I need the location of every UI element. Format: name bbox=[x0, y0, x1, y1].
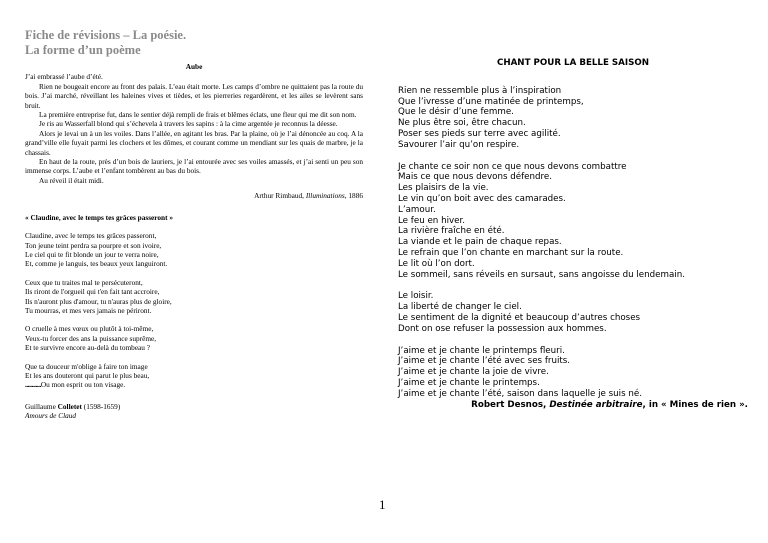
chant-author bbox=[398, 400, 748, 411]
header-subtitle: La forme d’un poème bbox=[25, 42, 141, 57]
signature-author bbox=[25, 402, 363, 411]
verse-line: J’aime et je chante l’été, saison dans laquelle je suis né. bbox=[398, 388, 642, 399]
verse-line: Ils n'auront plus d'amour, tu n'auras plus de gloire, bbox=[25, 296, 172, 306]
claudine-title: « Claudine, avec le temps tes grâces passeront » bbox=[25, 212, 174, 222]
aube-paragraph: Au réveil il était midi. bbox=[39, 175, 104, 185]
aube-credit-year: , 1886 bbox=[344, 191, 363, 201]
verse-line: Ne plus être soi, être chacun. bbox=[398, 118, 526, 129]
verse-line: Et les ans douteront qui parut le plus beau, bbox=[25, 370, 150, 380]
verse-line: Veux-tu forcer des ans la puissance suprême, bbox=[25, 333, 157, 343]
verse-line: L’amour. bbox=[398, 204, 436, 215]
left-column bbox=[25, 62, 363, 421]
verse-line: La viande et le pain de chaque repas. bbox=[398, 237, 562, 248]
author-dates: (1598-1659) bbox=[81, 401, 121, 411]
chant-title: CHANT POUR LA BELLE SAISON bbox=[496, 58, 650, 68]
verse-line: Ceux que tu traites mal te persécuteront, bbox=[25, 277, 143, 287]
verse-line: Mais ce que nous devons défendre. bbox=[398, 172, 553, 183]
verse-line: La liberté de changer le ciel. bbox=[398, 302, 522, 313]
verse-line: Et te survivre encore au-delà du tombeau ? bbox=[25, 343, 151, 353]
aube-paragraph: Rien ne bougeait encore au front des palais. L’eau était morte. Les camps d’ombre ne quittaient pas la route du bois. J’ai marché, réveillant les haleines vives et tièdes, et les pierreries regardèrent, et les ailes se levèrent sans bruit. bbox=[25, 81, 363, 110]
header-title: Fiche de révisions – La poésie. bbox=[25, 28, 187, 42]
verse-line: J’aime et je chante le printemps. bbox=[398, 377, 540, 388]
chant-stanza-1 bbox=[398, 86, 748, 151]
claudine-signature bbox=[25, 402, 363, 421]
verse-line: O cruelle à mes vœux ou plutôt à toi-même, bbox=[25, 324, 154, 334]
verse-line: Ton jeune teint perdra sa pourpre et son ivoire, bbox=[25, 240, 162, 250]
chant-stanza-4 bbox=[398, 346, 748, 400]
chant-stanza-3 bbox=[398, 291, 748, 334]
claudine-stanza-1 bbox=[25, 231, 363, 269]
verse-line: Ils riront de l'orgueil qui t'en fait tant accroire, bbox=[25, 287, 160, 297]
verse-line: Dont on ose refuser la possession aux hommes. bbox=[398, 323, 607, 334]
blank-dots: ............ bbox=[25, 380, 41, 390]
chant-stanza-2 bbox=[398, 162, 748, 281]
claudine-stanza-3 bbox=[25, 324, 363, 352]
chant-author-name: Robert Desnos, bbox=[471, 399, 550, 410]
verse-line: Et, comme je languis, tes beaux yeux languiront. bbox=[25, 259, 168, 269]
author-first-name: Guillaume bbox=[25, 401, 58, 411]
verse-line-final bbox=[25, 380, 363, 389]
verse-line: Que ta douceur m'oblige à faire ton image bbox=[25, 361, 148, 371]
page-header bbox=[25, 28, 186, 57]
verse-line: Le feu en hiver. bbox=[398, 215, 466, 226]
aube-title: Aube bbox=[185, 62, 203, 71]
verse-line: J’aime et je chante la joie de vivre. bbox=[398, 367, 549, 378]
right-column bbox=[398, 58, 748, 410]
aube-paragraph: La première entreprise fut, dans le sentier déjà rempli de frais et blêmes éclats, une fleur qui me dit son nom. bbox=[39, 110, 357, 120]
verse-line: J’aime et je chante le printemps fleuri. bbox=[398, 345, 565, 356]
claudine-stanza-4 bbox=[25, 362, 363, 390]
aube-paragraph: Alors je levai un à un les voiles. Dans l’allée, en agitant les bras. Par la plaine, où je l’ai dénoncée au coq. A la grand’ville elle fuyait parmi les clochers et les dômes, et courant comme un mendiant sur les quais de marbre, je la chassais. bbox=[25, 128, 363, 157]
verse-line: Le lit où l’on dort. bbox=[398, 258, 475, 269]
chant-author-work: Destinée arbitraire bbox=[549, 399, 643, 410]
chant-author-source: , in « Mines de rien ». bbox=[642, 399, 748, 410]
verse-line-end: Ou mon esprit ou ton visage. bbox=[40, 380, 126, 390]
aube-credit-work: Illuminations bbox=[305, 191, 345, 201]
claudine-stanza-2 bbox=[25, 278, 363, 316]
verse-line: Tu mourras, et mes vers jamais ne périront. bbox=[25, 305, 152, 315]
page-number: 1 bbox=[379, 497, 386, 512]
aube-text bbox=[25, 72, 363, 185]
verse-line: Poser ses pieds sur terre avec agilité. bbox=[398, 128, 561, 139]
verse-line: Que l’ivresse d’une matinée de printemps, bbox=[398, 96, 584, 107]
aube-paragraph: En haut de la route, près d’un bois de lauriers, je l’ai entourée avec ses voiles amassés, et j’ai senti un peu son immense corps. L’aube et l’enfant tombèrent au bas du bois. bbox=[25, 157, 363, 176]
verse-line: J’aime et je chante l’été avec ses fruits. bbox=[398, 356, 571, 367]
verse-line: Savourer l’air qu’on respire. bbox=[398, 139, 520, 150]
verse-line: La rivière fraîche en été. bbox=[398, 226, 505, 237]
verse-line: Rien ne ressemble plus à l’inspiration bbox=[398, 85, 562, 96]
aube-credit bbox=[25, 191, 363, 200]
verse-line: Le ciel qui te fit blonde un jour te verra noire, bbox=[25, 249, 159, 259]
verse-line: Claudine, avec le temps tes grâces passeront, bbox=[25, 231, 157, 241]
verse-line: Le sentiment de la dignité et beaucoup d’autres choses bbox=[398, 312, 641, 323]
aube-paragraph: Je ris au Wasserfall blond qui s’échevela à travers les sapins : à la cime argentée je reconnus la déesse. bbox=[39, 119, 338, 129]
verse-line: Les plaisirs de la vie. bbox=[398, 183, 489, 194]
aube-credit-author: Arthur Rimbaud, bbox=[254, 191, 306, 201]
author-last-name: Colletet bbox=[57, 401, 82, 411]
verse-line: Le loisir. bbox=[398, 291, 434, 302]
verse-line: Le sommeil, sans réveils en sursaut, sans angoisse du lendemain. bbox=[398, 269, 685, 280]
aube-paragraph: J’ai embrassé l’aube d’été. bbox=[25, 72, 103, 82]
verse-line: Je chante ce soir non ce que nous devons combattre bbox=[398, 161, 627, 172]
verse-line: Le vin qu’on boit avec des camarades. bbox=[398, 193, 566, 204]
signature-work: Amours de Claud bbox=[25, 411, 77, 421]
verse-line: Le refrain que l’on chante en marchant sur la route. bbox=[398, 247, 624, 258]
verse-line: Que le désir d’une femme. bbox=[398, 107, 514, 118]
